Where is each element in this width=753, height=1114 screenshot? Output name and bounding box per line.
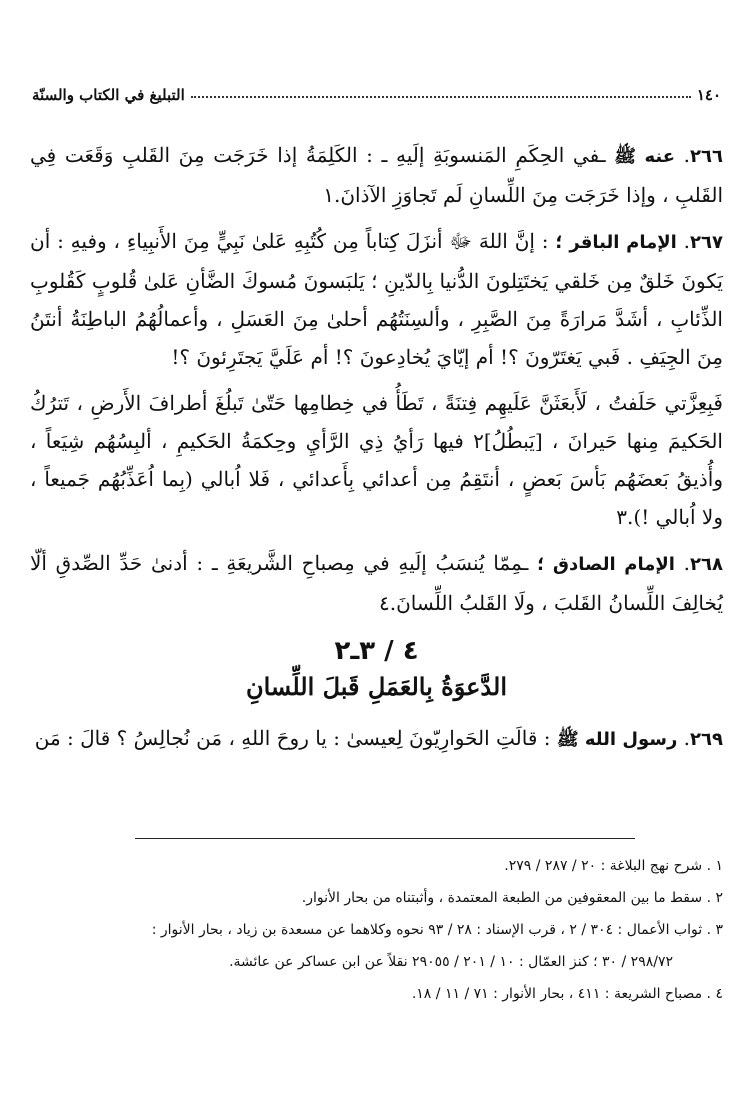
footnote-divider [135,838,635,839]
hadith-speaker: الإمام الباقر ؛ [555,232,677,253]
footnote-1: ١ . شرح نهج البلاغة : ٢٠ / ٢٨٧ / ٢٧٩. [504,858,723,874]
hadith-speaker: الإمام الصادق ؛ [537,554,675,575]
hadith-continuation: فَبِعِزَّتي حَلَفتُ ، لَأَبعَثَنَّ عَلَيهِم فِتنَةً ، تَطَأُ في خِطامِها حَتّىٰ تَبلُغَ أطرافَ الأَرضِ ، تَترُكُ الحَكيمَ مِنها حَيرانَ ، [يَبطُلُ]٢ فيها رَأيُ ذِي الرَّأيِ وحِكمَةُ الحَكيمِ ، ألبِسُهُم شِيَعاً ، وأُذيقُ بَعضَهُم بَأسَ بَعضٍ ، أنتَقِمُ مِن أعدائي بِأَعدائي ، فَلا اُبالي (بِما اُعَذِّبُهُم جَميعاً ، ولا اُبالي !).٣ [30,391,723,529]
hadith-entry-267: ٢٦٧. الإمام الباقر ؛ : إنَّ اللهَ ﷻ أنزَلَ كِتاباً مِن كُتُبِهِ عَلىٰ نَبِيٍّ مِنَ الأَنبِياءِ ، وفيهِ : أن يَكونَ خَلقٌ مِن خَلقي يَختَتِلونَ الدُّنيا بِالدّينِ ؛ يَلبَسونَ مُسوكَ الضَّأنِ عَلىٰ قُلوبٍ كَقُلوبِ الذِّئابِ ، أشَدَّ مَرارَةً مِنَ الصَّبِرِ ، وألسِنَتُهُم أحلىٰ مِنَ العَسَلِ ، وأعمالُهُمُ الباطِنَةُ أنتَنُ مِنَ الجِيَفِ . فَبي يَغتَرّونَ ؟! أم إيّايَ يُخادِعونَ ؟! أم عَلَيَّ يَجتَرِئونَ ؟! [30,229,724,369]
footnote-3-continued: ٢٩٨/٧٢ / ٣٠ ؛ كنز العمّال : ١٠ / ٢٠١ / ٢٩٠٥٥ نقلاً عن ابن عساكر عن عائشة. [229,954,673,970]
section-title: الدَّعوَةُ بِالعَمَلِ قَبلَ اللِّسانِ [245,672,508,701]
hadith-speaker: رسول الله ﷺ [556,729,678,750]
hadith-number: ٢٦٧ [690,232,724,253]
hadith-text: ـمِمّا يُنسَبُ إلَيهِ في مِصباحِ الشَّريعَةِ ـ : أدنىٰ حَدِّ الصِّدقِ ألّا يُخالِفَ اللِّسانُ القَلبَ ، ولَا القَلبُ اللِّسانَ.٤ [30,551,723,615]
footnotes [28,852,723,1012]
footnote-2: ٢ . سقط ما بين المعقوفين من الطبعة المعتمدة ، وأثبتناه من بحار الأنوار. [301,890,723,906]
hadith-number: ٢٦٨ [690,554,724,575]
hadith-text: ـفي الحِكَمِ المَنسوبَةِ إلَيهِ ـ : الكَلِمَةُ إذا خَرَجَت مِنَ القَلبِ وَقَعَت فِي القَلبِ ، وإذا خَرَجَت مِنَ اللِّسانِ لَم تَجاوَزِ الآذانَ.١ [30,143,723,207]
header-dot-leader [191,92,691,98]
hadith-entry-268: ٢٦٨. الإمام الصادق ؛ ـمِمّا يُنسَبُ إلَيهِ في مِصباحِ الشَّريعَةِ ـ : أدنىٰ حَدِّ الصِّدقِ ألّا يُخالِفَ اللِّسانُ القَلبَ ، ولَا القَلبُ اللِّسانَ.٤ [30,551,724,615]
hadith-speaker: عنه ﷺ [614,146,676,167]
section-number: ٤ / ٣ـ٢ [334,636,419,666]
running-header [32,86,721,104]
hadith-entry-266: ٢٦٦. عنه ﷺ ـفي الحِكَمِ المَنسوبَةِ إلَيهِ ـ : الكَلِمَةُ إذا خَرَجَت مِنَ القَلبِ وَقَعَت فِي القَلبِ ، وإذا خَرَجَت مِنَ اللِّسانِ لَم تَجاوَزِ الآذانَ.١ [30,143,724,207]
footnote-3: ٣ . ثواب الأعمال : ٣٠٤ / ٢ ، قرب الإسناد : ٢٨ / ٩٣ نحوه وكلاهما عن مسعدة بن زياد ، بحار الأنوار : [151,922,723,938]
hadith-entry-269: ٢٦٩. رسول الله ﷺ : قالَتِ الحَوارِيّونَ لِعيسىٰ : يا روحَ اللهِ ، مَن نُجالِسُ ؟ قالَ : مَن [34,726,723,750]
hadith-text: : إنَّ اللهَ ﷻ أنزَلَ كِتاباً مِن كُتُبِهِ عَلىٰ نَبِيٍّ مِنَ الأَنبِياءِ ، وفيهِ : أن يَكونَ خَلقٌ مِن خَلقي يَختَتِلونَ الدُّنيا بِالدّينِ ؛ يَلبَسونَ مُسوكَ الضَّأنِ عَلىٰ قُلوبٍ كَقُلوبِ الذِّئابِ ، أشَدَّ مَرارَةً مِنَ الصَّبِرِ ، وألسِنَتُهُم أحلىٰ مِنَ العَسَلِ ، وأعمالُهُمُ الباطِنَةُ أنتَنُ مِنَ الجِيَفِ . فَبي يَغتَرّونَ ؟! أم إيّايَ يُخادِعونَ ؟! أم عَلَيَّ يَجتَرِئونَ ؟! [30,229,723,369]
page-number: ١٤٠ [696,86,721,104]
footnote-4: ٤ . مصباح الشريعة : ٤١١ ، بحار الأنوار : ٧١ / ١١ / ١٨. [411,986,723,1002]
hadith-number: ٢٦٩ [690,729,723,750]
hadith-text: : قالَتِ الحَوارِيّونَ لِعيسىٰ : يا روحَ اللهِ ، مَن نُجالِسُ ؟ قالَ : مَن [34,726,551,750]
main-content [30,136,723,767]
hadith-number: ٢٦٦ [690,146,724,167]
running-title: التبليغ في الكتاب والسنّة [32,86,185,104]
